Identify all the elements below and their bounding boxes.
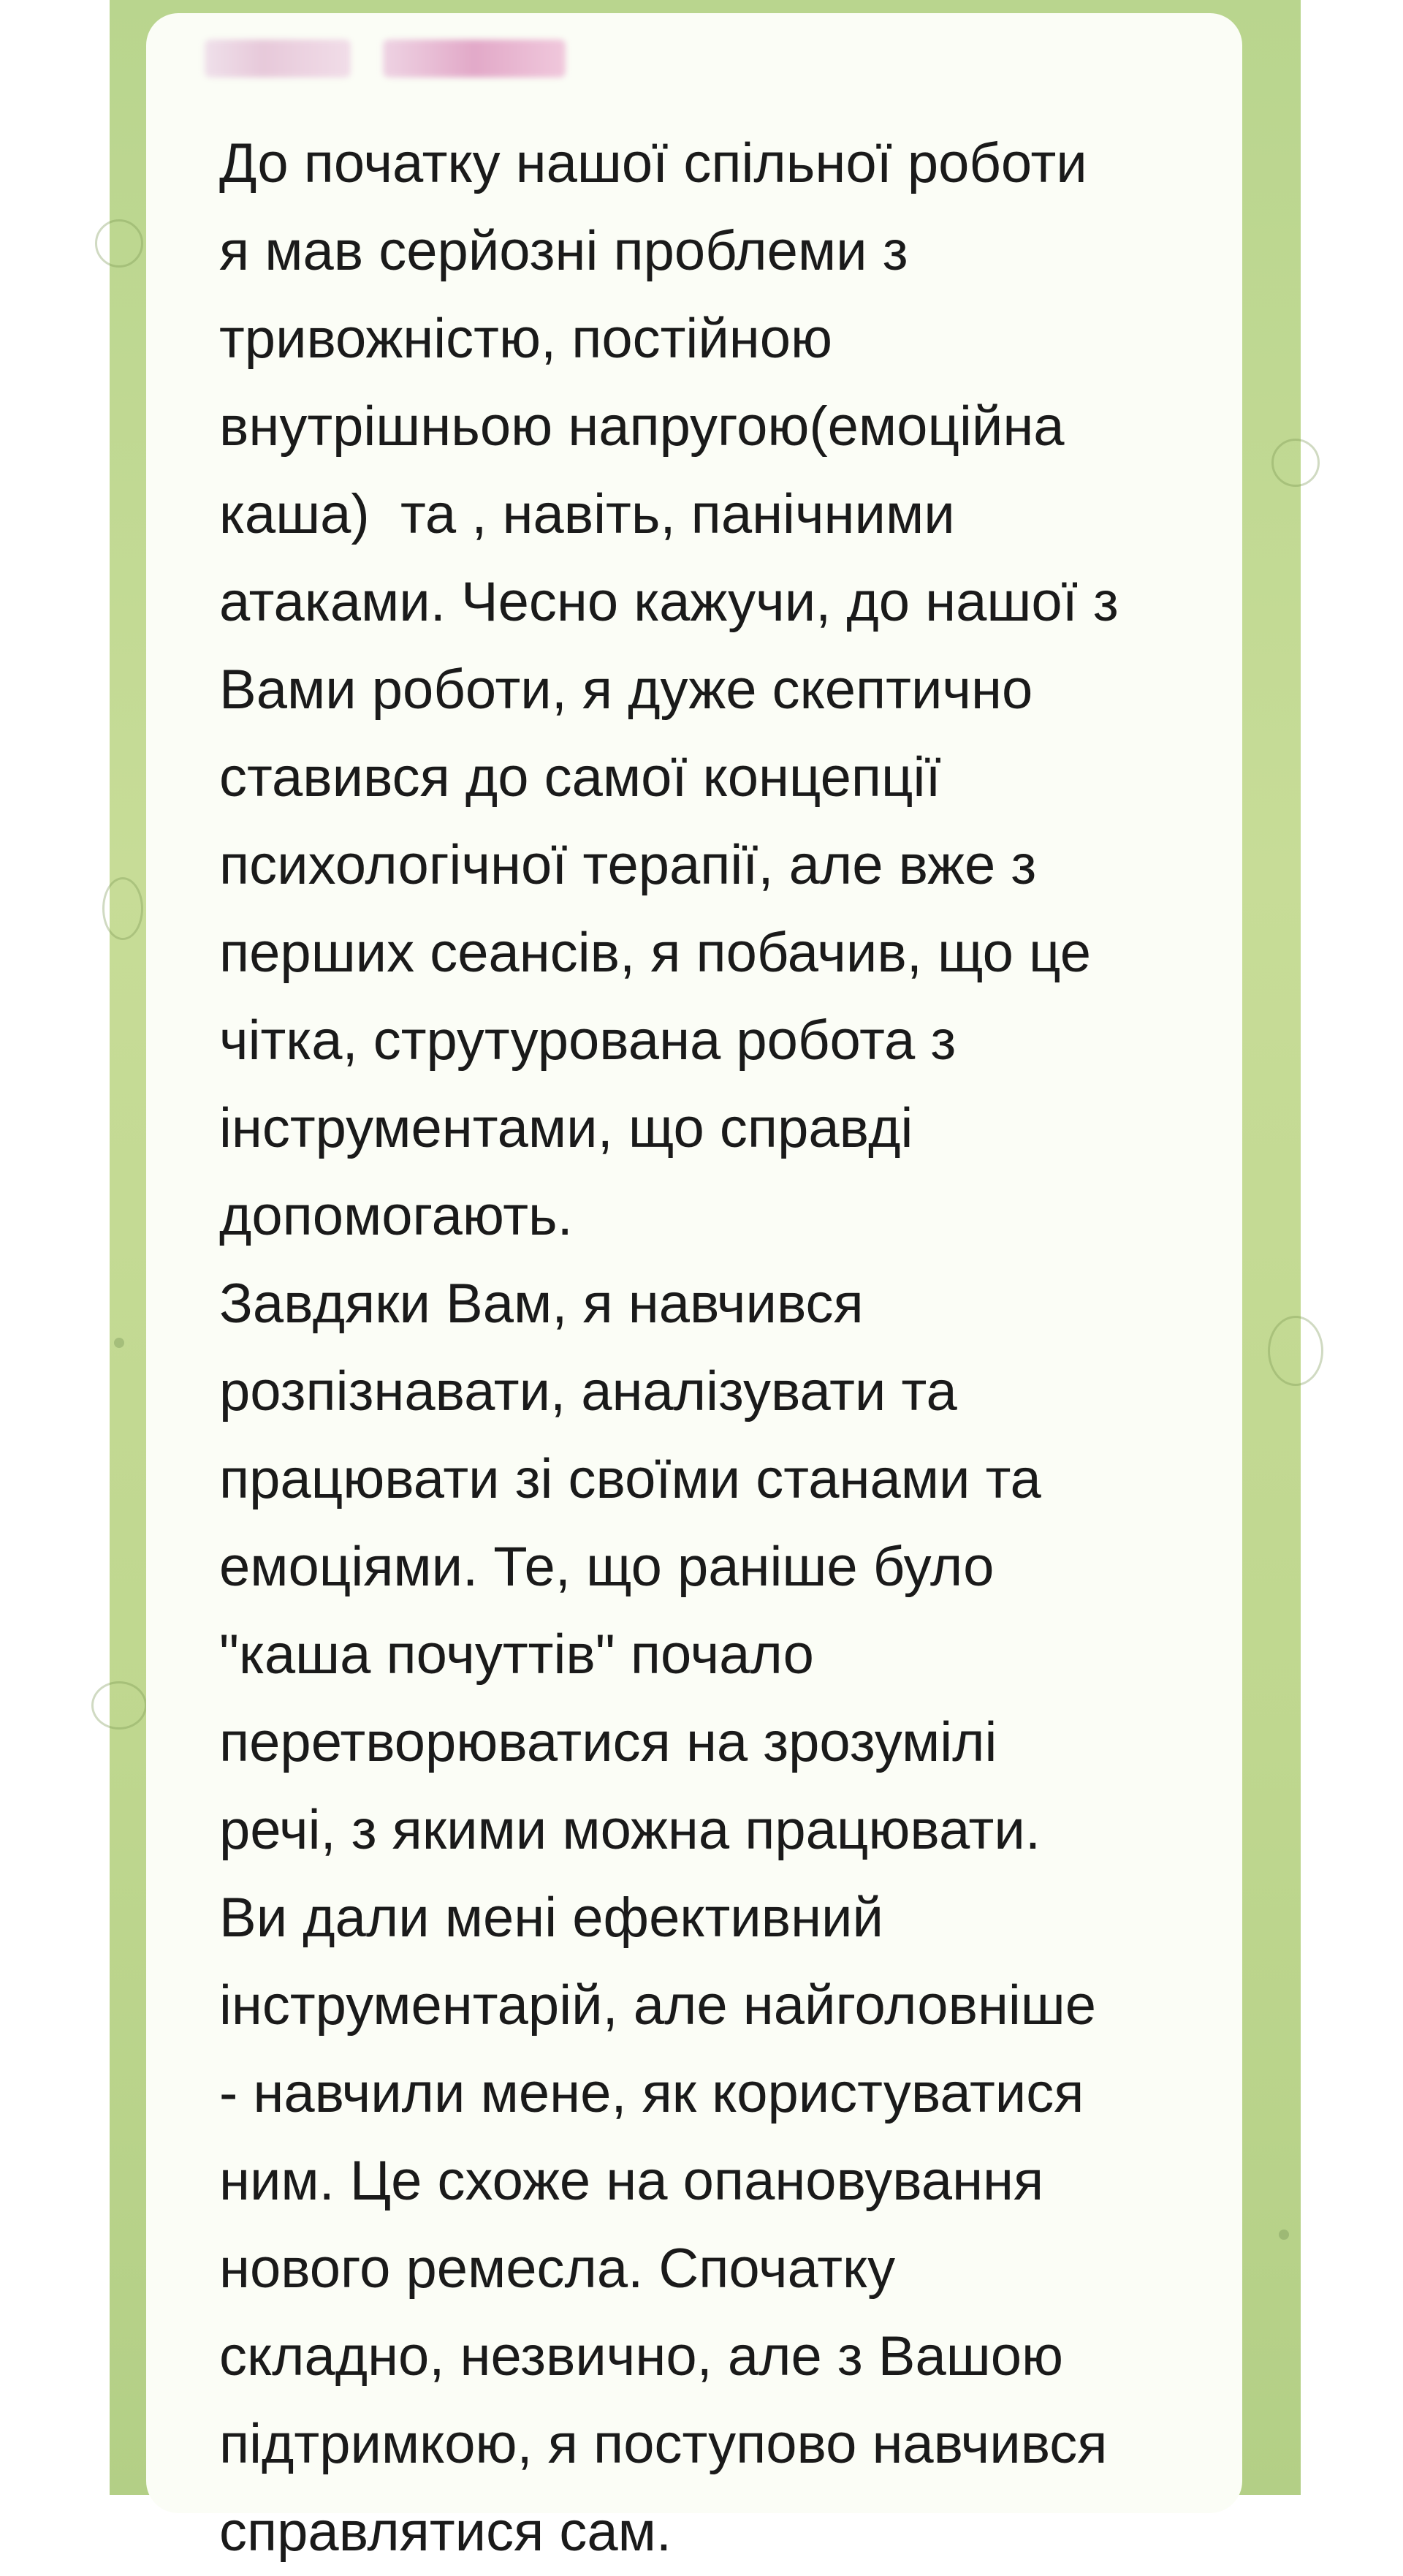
background-doodle (1271, 439, 1320, 487)
background-doodle (91, 1681, 147, 1730)
background-doodle (1268, 1316, 1323, 1386)
message-line: справлятися сам. (219, 2501, 672, 2563)
message-line: каша) та , навіть, панічними (219, 483, 955, 545)
message-line: нового ремесла. Спочатку (219, 2238, 896, 2300)
message-line: внутрішньою напругою(емоційна (219, 395, 1065, 458)
message-line: Ви дали мені ефективний (219, 1887, 883, 1949)
message-line: допомогають. (219, 1185, 573, 1247)
message-line: ним. Це схоже на опановування (219, 2150, 1044, 2212)
message-line: чітка, струтурована робота з (219, 1009, 957, 1072)
background-dot-icon (1279, 2230, 1289, 2240)
message-line: "каша почуттів" почало (219, 1624, 814, 1686)
message-line: емоціями. Те, що раніше було (219, 1536, 995, 1598)
message-line: інструментарій, але найголовніше (219, 1974, 1097, 2037)
chat-background (110, 0, 1301, 2563)
message-line: тривожністю, постійною (219, 308, 833, 370)
message-line: складно, незвично, але з Вашою (219, 2325, 1063, 2387)
message-line: речі, з якими можна працювати. (219, 1799, 1041, 1861)
sender-name-redacted (205, 39, 566, 91)
message-line: атаками. Чесно кажучи, до нашої з (219, 571, 1119, 633)
message-bubble[interactable] (146, 13, 1242, 2563)
message-line: психологічної терапії, але вже з (219, 834, 1037, 896)
redaction-block (205, 39, 351, 77)
message-line: перших сеансів, я побачив, що це (219, 922, 1091, 984)
message-line: розпізнавати, аналізувати та (219, 1360, 957, 1423)
background-dot-icon (114, 1338, 124, 1348)
redaction-block (383, 39, 566, 77)
message-line: працювати зі своїми станами та (219, 1448, 1041, 1510)
message-line: перетворюватися на зрозумілі (219, 1711, 997, 1773)
background-doodle (102, 877, 143, 940)
message-line: - навчили мене, як користуватися (219, 2062, 1084, 2124)
message-line: я мав серйозні проблеми з (219, 220, 908, 282)
message-line: підтримкою, я поступово навчився (219, 2413, 1108, 2475)
message-line: Завдяки Вам, я навчився (219, 1273, 864, 1335)
message-line: Вами роботи, я дуже скептично (219, 659, 1033, 721)
message-line: інструментами, що справді (219, 1097, 913, 1159)
message-text (219, 120, 1242, 2576)
message-line: ставився до самої концепції (219, 746, 941, 808)
message-line: До початку нашої спільної роботи (219, 132, 1087, 194)
background-doodle (95, 219, 143, 268)
